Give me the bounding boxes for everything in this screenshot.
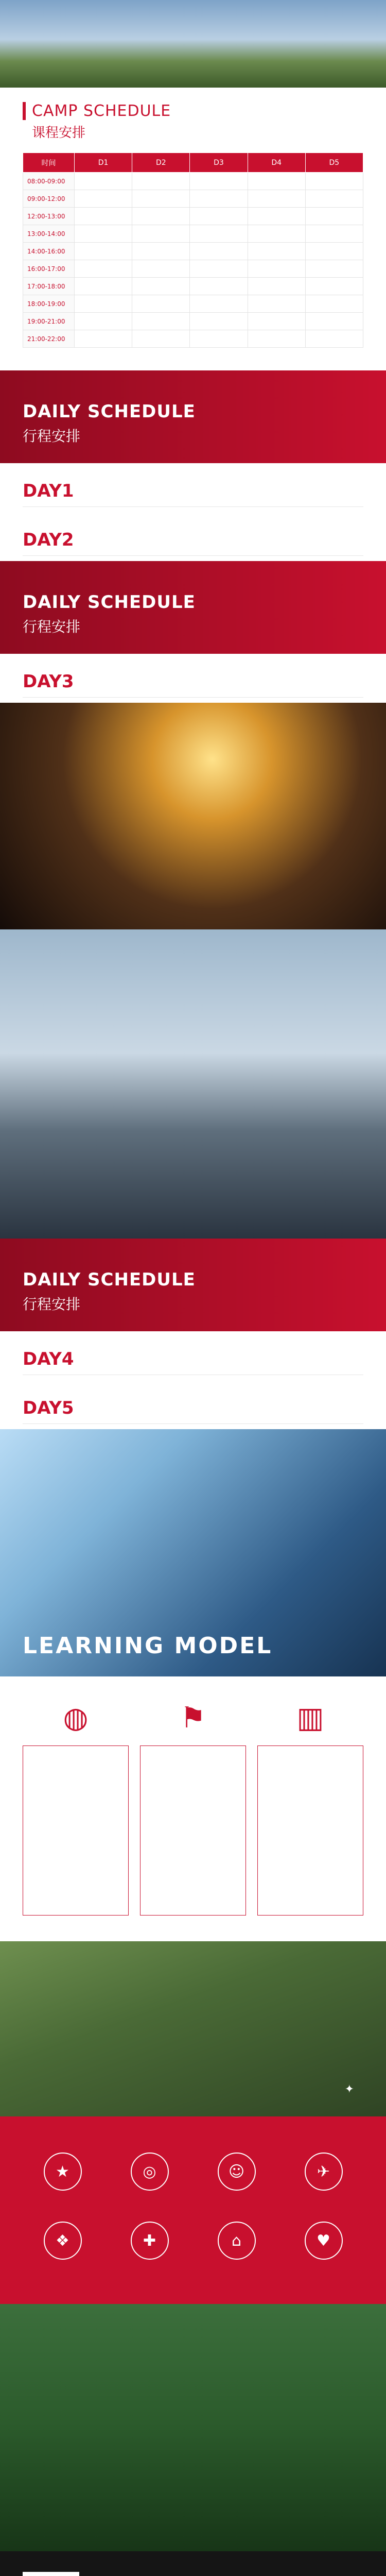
schedule-title-cn: 课程安排 [32, 125, 86, 141]
schedule-time-cell: 18:00-19:00 [23, 295, 75, 313]
schedule-table [23, 152, 363, 348]
schedule-time-cell: 21:00-22:00 [23, 330, 75, 348]
why-item [23, 2222, 102, 2283]
schedule-cell [75, 173, 132, 190]
schedule-cell [190, 278, 248, 295]
schedule-cell [305, 330, 363, 348]
schedule-cell [75, 190, 132, 208]
schedule-cell [248, 190, 305, 208]
schedule-time-cell: 13:00-14:00 [23, 225, 75, 243]
day-number: DAY2 [23, 530, 74, 550]
why-item-label [23, 2195, 102, 2214]
schedule-row [23, 173, 363, 190]
schedule-cell [248, 313, 305, 330]
schedule-cell [75, 225, 132, 243]
schedule-cell [190, 313, 248, 330]
brand-logo: ✦ [344, 2083, 355, 2096]
why-item [284, 2222, 363, 2283]
schedule-cell [248, 295, 305, 313]
schedule-cell [248, 260, 305, 278]
col-d1: D1 [75, 153, 132, 173]
schedule-time-cell: 17:00-18:00 [23, 278, 75, 295]
schedule-cell [190, 243, 248, 260]
feature-icon: ✈ [305, 2153, 343, 2191]
why-item-label [110, 2264, 189, 2283]
why-item-label [110, 2195, 189, 2214]
why-item [197, 2222, 276, 2283]
daily-schedule-band-2 [0, 561, 386, 654]
schedule-cell [190, 260, 248, 278]
schedule-cell [190, 208, 248, 225]
day-block [0, 1331, 386, 1380]
col-d3: D3 [190, 153, 248, 173]
schedule-cell [132, 313, 190, 330]
schedule-cell [190, 225, 248, 243]
schedule-cell [75, 295, 132, 313]
day-header [23, 530, 363, 556]
band-title-en: DAILY SCHEDULE [23, 1269, 196, 1290]
why-choose-section [0, 2116, 386, 2304]
band-title-cn: 行程安排 [23, 1296, 81, 1313]
globe-icon: ◍ [63, 1701, 89, 1735]
day-number: DAY3 [23, 671, 74, 692]
schedule-row [23, 208, 363, 225]
schedule-cell [75, 260, 132, 278]
schedule-row [23, 278, 363, 295]
day-block [0, 512, 386, 561]
daily-schedule-band-3 [0, 1239, 386, 1331]
why-item-label [284, 2195, 363, 2214]
schedule-cell [190, 173, 248, 190]
why-item [23, 2153, 102, 2214]
schedule-cell [132, 260, 190, 278]
why-item-label [23, 2264, 102, 2283]
day-number: DAY1 [23, 481, 74, 501]
schedule-cell [305, 243, 363, 260]
schedule-cell [75, 243, 132, 260]
why-item [284, 2153, 363, 2214]
schedule-cell [305, 173, 363, 190]
schedule-row [23, 330, 363, 348]
feature-icon: ✚ [131, 2222, 169, 2260]
schedule-cell [132, 173, 190, 190]
why-item [110, 2222, 189, 2283]
schedule-row [23, 260, 363, 278]
col-d4: D4 [248, 153, 305, 173]
day-header [23, 481, 363, 507]
schedule-cell [132, 330, 190, 348]
schedule-cell [132, 243, 190, 260]
schedule-cell [305, 295, 363, 313]
day-number: DAY4 [23, 1349, 74, 1369]
why-item-label [197, 2264, 276, 2283]
day-header [23, 671, 363, 698]
daily-schedule-band [0, 370, 386, 463]
learning-card-body [140, 1745, 246, 1916]
schedule-cell [132, 278, 190, 295]
schedule-time-cell: 12:00-13:00 [23, 208, 75, 225]
feature-icon: ❖ [44, 2222, 82, 2260]
schedule-row [23, 225, 363, 243]
col-d5: D5 [305, 153, 363, 173]
learning-card-body [257, 1745, 363, 1916]
feature-icon: ★ [44, 2153, 82, 2191]
schedule-cell [132, 190, 190, 208]
why-choose-grid [0, 2147, 386, 2304]
schedule-cell [75, 313, 132, 330]
learning-card [23, 1697, 129, 1916]
schedule-cell [305, 278, 363, 295]
learning-model-title-en: LEARNING MODEL [23, 1633, 273, 1659]
schedule-time-cell: 08:00-09:00 [23, 173, 75, 190]
schedule-row [23, 190, 363, 208]
schedule-cell [190, 295, 248, 313]
why-choose-header [0, 2116, 386, 2147]
learning-model-overlay [23, 1633, 272, 1661]
day-header [23, 1349, 363, 1375]
castle-hero-photo [0, 0, 386, 88]
schedule-cell [248, 243, 305, 260]
schedule-cell [75, 330, 132, 348]
schedule-cell [248, 225, 305, 243]
schedule-cell [248, 173, 305, 190]
schedule-cell [190, 190, 248, 208]
feature-icon: ◎ [131, 2153, 169, 2191]
learning-card [140, 1697, 246, 1916]
schedule-cell [305, 225, 363, 243]
schedule-cell [75, 278, 132, 295]
schedule-cell [305, 208, 363, 225]
band-title-en: DAILY SCHEDULE [23, 401, 196, 422]
learning-card [257, 1697, 363, 1916]
family-photo [0, 1941, 386, 2116]
feature-icon: ♥ [305, 2222, 343, 2260]
day-block [0, 463, 386, 512]
schedule-cell [305, 313, 363, 330]
why-item [197, 2153, 276, 2214]
schedule-cell [75, 208, 132, 225]
schedule-cell [132, 208, 190, 225]
day-number: DAY5 [23, 1398, 74, 1418]
schedule-time-cell: 16:00-17:00 [23, 260, 75, 278]
schedule-cell [305, 260, 363, 278]
learning-card-body [23, 1745, 129, 1916]
qr-code-icon[interactable] [23, 2572, 79, 2576]
concert-photo [0, 703, 386, 929]
day-header [23, 1398, 363, 1424]
learning-model-cards [0, 1676, 386, 1941]
schedule-cell [305, 190, 363, 208]
schedule-cell [248, 278, 305, 295]
band-title-en: DAILY SCHEDULE [23, 592, 196, 613]
schedule-header-row [23, 153, 363, 173]
schedule-cell [132, 225, 190, 243]
schedule-time-cell: 19:00-21:00 [23, 313, 75, 330]
band-title-cn: 行程安排 [23, 618, 81, 635]
schedule-cell [190, 330, 248, 348]
footer [0, 2551, 386, 2576]
schedule-row [23, 243, 363, 260]
schedule-row [23, 295, 363, 313]
feature-icon: ☺ [218, 2153, 256, 2191]
why-item [110, 2153, 189, 2214]
schedule-row [23, 313, 363, 330]
castle-photo [0, 929, 386, 1239]
band-title-cn: 行程安排 [23, 428, 81, 445]
schedule-header [0, 88, 386, 147]
day-block [0, 1380, 386, 1429]
schedule-cell [248, 208, 305, 225]
learning-model-photo [0, 1429, 386, 1676]
day-block [0, 654, 386, 703]
schedule-cell [132, 295, 190, 313]
books-icon: ▥ [296, 1701, 324, 1735]
schedule-note [0, 348, 386, 370]
schedule-title-en: CAMP SCHEDULE [23, 102, 363, 120]
why-item-label [284, 2264, 363, 2283]
why-item-label [197, 2195, 276, 2214]
col-time: 时间 [23, 153, 75, 173]
graduation-photo [0, 2304, 386, 2551]
schedule-cell [248, 330, 305, 348]
schedule-time-cell: 14:00-16:00 [23, 243, 75, 260]
col-d2: D2 [132, 153, 190, 173]
feature-icon: ⌂ [218, 2222, 256, 2260]
team-icon: ⚑ [180, 1701, 206, 1735]
schedule-time-cell: 09:00-12:00 [23, 190, 75, 208]
